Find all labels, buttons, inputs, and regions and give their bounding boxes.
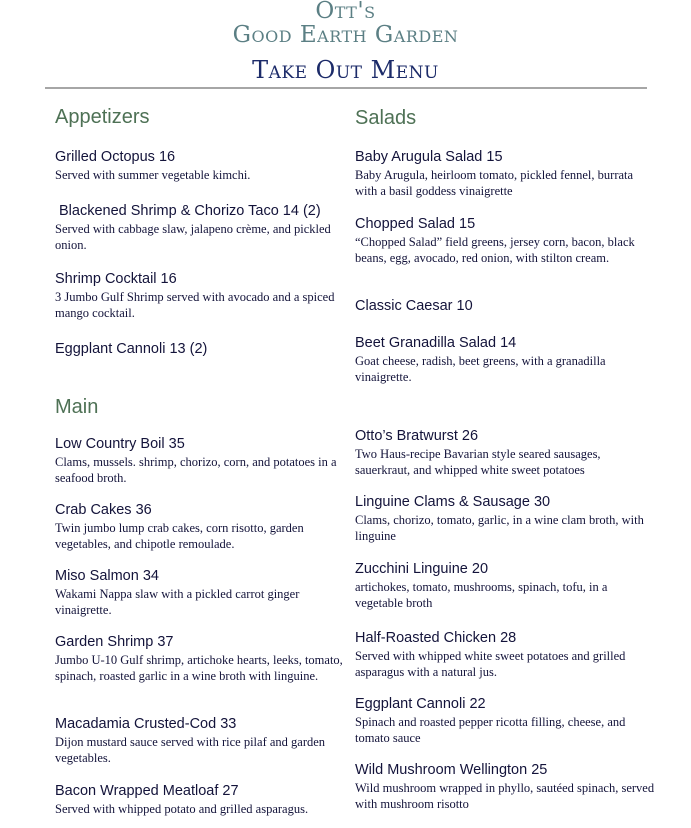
menu-item	[355, 696, 655, 746]
item-description: Clams, chorizo, tomato, garlic, in a wine clam broth, with linguine	[355, 513, 644, 543]
section-main: Main	[55, 396, 99, 418]
menu-item	[55, 436, 355, 486]
menu-item	[55, 783, 365, 817]
section-salads: Salads	[355, 107, 417, 129]
menu-item	[355, 630, 655, 680]
menu-title: Take Out Menu	[252, 56, 439, 84]
item-description: Dijon mustard sauce served with rice pilaf and garden vegetables.	[55, 735, 326, 765]
menu-item	[55, 634, 355, 684]
item-description: artichokes, tomato, mushrooms, spinach, tofu, in a vegetable broth	[355, 580, 608, 610]
menu-item	[55, 716, 355, 766]
item-name: Linguine Clams & Sausage 30	[355, 494, 551, 510]
item-name: Eggplant Cannoli 22	[355, 696, 486, 712]
item-description: Wakami Nappa slaw with a pickled carrot ginger vinaigrette.	[55, 587, 300, 617]
item-description: Served with cabbage slaw, jalapeno crème, and pickled onion.	[55, 222, 331, 252]
item-description: Served with whipped white sweet potatoes and grilled asparagus with a natural jus.	[355, 649, 626, 679]
menu-item	[355, 561, 655, 611]
item-name: Miso Salmon 34	[55, 568, 159, 584]
item-description: Served with summer vegetable kimchi.	[55, 168, 251, 182]
menu-item	[355, 216, 655, 266]
item-description: Twin jumbo lump crab cakes, corn risotto, garden vegetables, and chipotle remoulade.	[55, 521, 304, 551]
item-name: Baby Arugula Salad 15	[355, 149, 503, 165]
item-name: Otto’s Bratwurst 26	[355, 428, 479, 444]
item-name: Garden Shrimp 37	[55, 634, 174, 650]
menu-item	[355, 762, 655, 812]
header-divider	[45, 87, 647, 89]
item-name: Chopped Salad 15	[355, 216, 476, 232]
item-name: Wild Mushroom Wellington 25	[355, 762, 548, 778]
menu-item	[55, 149, 355, 183]
item-name: Eggplant Cannoli 13 (2)	[55, 341, 208, 357]
item-name: Shrimp Cocktail 16	[55, 271, 177, 287]
item-name: Crab Cakes 36	[55, 502, 152, 518]
menu-item	[55, 341, 355, 358]
menu-item	[355, 335, 655, 385]
menu-item	[355, 298, 655, 315]
restaurant-name-line2: Good Earth Garden	[232, 22, 459, 48]
item-description: Baby Arugula, heirloom tomato, pickled fennel, burrata with a basil goddess vinaigrette	[355, 168, 634, 198]
menu-item	[55, 568, 355, 618]
item-description: Wild mushroom wrapped in phyllo, sautéed spinach, served with mushroom risotto	[355, 781, 655, 811]
menu-item	[55, 271, 355, 321]
item-name: Half-Roasted Chicken 28	[355, 630, 517, 646]
item-description: Two Haus-recipe Bavarian style seared sausages, sauerkraut, and whipped white sweet potatoes	[355, 447, 601, 477]
item-name: Bacon Wrapped Meatloaf 27	[55, 783, 239, 799]
item-description: Jumbo U-10 Gulf shrimp, artichoke hearts, leeks, tomato, spinach, roasted garlic in a wine broth with linguine.	[55, 653, 343, 683]
item-name: Classic Caesar 10	[355, 298, 473, 314]
item-description: Clams, mussels. shrimp, chorizo, corn, and potatoes in a seafood broth.	[55, 455, 337, 485]
item-name: Beet Granadilla Salad 14	[355, 335, 517, 351]
item-description: Served with whipped potato and grilled asparagus.	[55, 802, 309, 816]
menu-item	[355, 149, 655, 199]
item-name: Zucchini Linguine 20	[355, 561, 489, 577]
item-description: Goat cheese, radish, beet greens, with a granadilla vinaigrette.	[355, 354, 606, 384]
menu-item	[55, 502, 355, 552]
item-description: “Chopped Salad” field greens, jersey corn, bacon, black beans, egg, avocado, red onion, with stilton cream.	[355, 235, 635, 265]
section-appetizers: Appetizers	[55, 106, 150, 128]
restaurant-name-line1: Ott's	[315, 0, 376, 24]
menu-item	[55, 203, 355, 253]
item-name: Blackened Shrimp & Chorizo Taco 14 (2)	[59, 203, 321, 219]
item-description: Spinach and roasted pepper ricotta filling, cheese, and tomato sauce	[355, 715, 626, 745]
item-name: Low Country Boil 35	[55, 436, 185, 452]
item-name: Macadamia Crusted-Cod 33	[55, 716, 237, 732]
menu-item	[355, 494, 655, 544]
item-name: Grilled Octopus 16	[55, 149, 176, 165]
item-description: 3 Jumbo Gulf Shrimp served with avocado and a spiced mango cocktail.	[55, 290, 335, 320]
menu-item	[355, 428, 655, 478]
